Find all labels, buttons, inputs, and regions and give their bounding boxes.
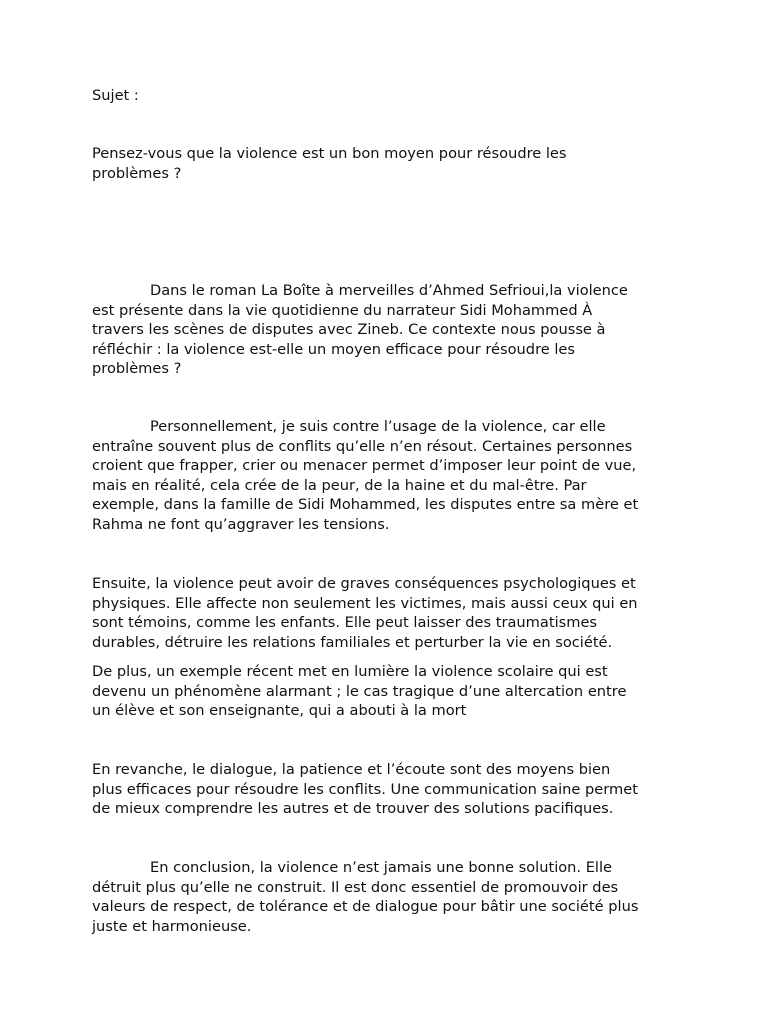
paragraph-opinion-text: Personnellement, je suis contre l’usage de la violence, car elle entraîne souvent plus de conflits qu’elle n’en résout. Certaines personnes croient que frapper, crier ou menacer permet d’imposer leur point de vue, mais en réalité, cela crée de la peur, de la haine et du mal-être. Par exemple, dans la famille de Sidi Mohammed, les disputes entre sa mère et Rahma ne font qu’aggraver les tensions. bbox=[92, 418, 639, 533]
paragraph-introduction bbox=[92, 281, 692, 379]
paragraph-consequences: Ensuite, la violence peut avoir de graves conséquences psychologiques et physiques. Elle affecte non seulement les victimes, mais aussi ceux qui en sont témoins, comme les enfants. Elle peut laisser des traumatismes durables, détruire les relations familiales et perturber la vie en société. bbox=[92, 575, 638, 651]
subject-label: Sujet : bbox=[92, 87, 139, 104]
paragraph-conclusion bbox=[92, 858, 692, 936]
paragraph-alternative: En revanche, le dialogue, la patience et l’écoute sont des moyens bien plus efficaces pour résoudre les conflits. Une communication saine permet de mieux comprendre les autres et de trouver des solutions pacifiques. bbox=[92, 761, 638, 817]
paragraph-opinion bbox=[92, 417, 692, 534]
essay-question: Pensez-vous que la violence est un bon moyen pour résoudre les problèmes ? bbox=[92, 145, 567, 182]
paragraph-conclusion-text: En conclusion, la violence n’est jamais une bonne solution. Elle détruit plus qu’elle ne construit. Il est donc essentiel de promouvoir des valeurs de respect, de tolérance et de dialogue pour bâtir une société plus juste et harmonieuse. bbox=[92, 859, 639, 935]
paragraph-example: De plus, un exemple récent met en lumière la violence scolaire qui est devenu un phénomène alarmant ; le cas tragique d’une altercation entre un élève et son enseignante, qui a abouti à la mort bbox=[92, 663, 627, 719]
paragraph-introduction-text: Dans le roman La Boîte à merveilles d’Ahmed Sefrioui,la violence est présente dans la vie quotidienne du narrateur Sidi Mohammed À travers les scènes de disputes avec Zineb. Ce contexte nous pousse à réfléchir : la violence est-elle un moyen efficace pour résoudre les problèmes ? bbox=[92, 282, 628, 377]
